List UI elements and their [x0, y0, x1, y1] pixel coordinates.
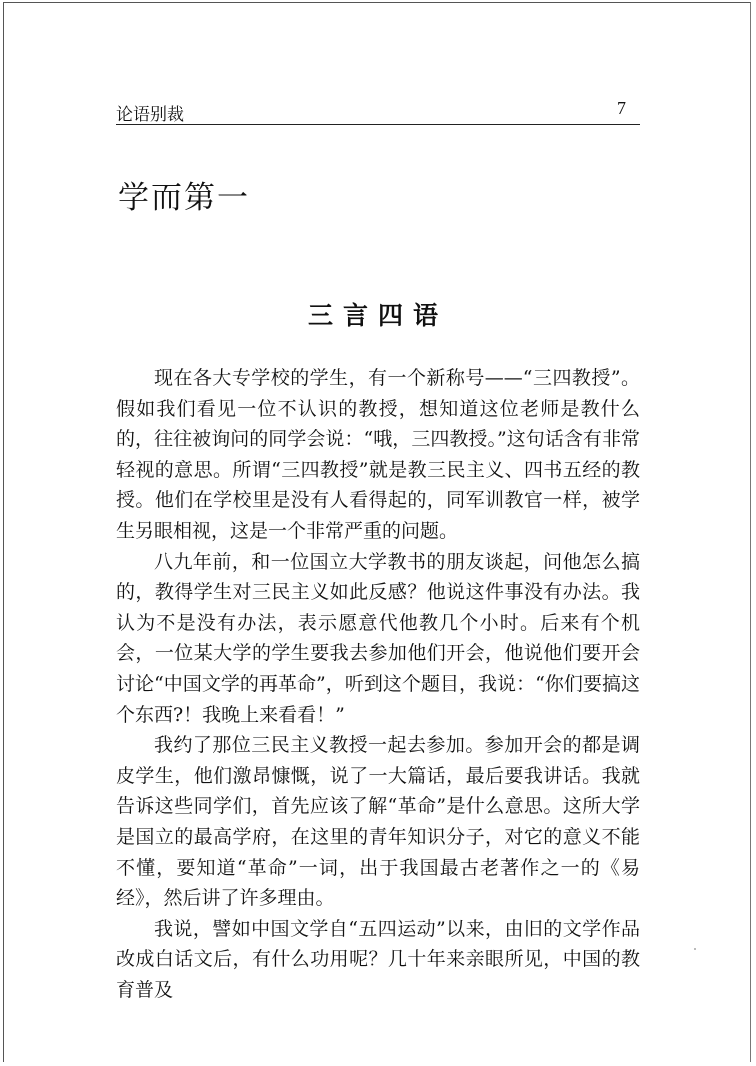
running-head — [116, 100, 640, 126]
paragraph: 八九年前，和一位国立大学教书的朋友谈起，问他怎么搞的，教得学生对三民主义如此反感？他说这件事没有办法。我认为不是没有办法，表示愿意代他教几个小时。后来有个机会，一位某大学的学生要我去参加他们开会，他说他们要开会讨论“中国文学的再革命”，听到这个题目，我说：“你们要搞这个东西?！我晚上来看看！” — [116, 550, 640, 726]
body-text — [116, 363, 640, 1005]
book-title: 论语别裁 — [116, 105, 184, 125]
section-title: 三言四语 — [307, 301, 448, 330]
paragraph: 现在各大专学校的学生，有一个新称号——“三四教授”。假如我们看见一位不认识的教授，想知道这位老师是教什么的，往往被询问的同学会说：“哦，三四教授。”这句话含有非常轻视的意思。所谓“三四教授”就是教三民主义、四书五经的教授。他们在学校里是没有人看得起的，同军训教官一样，被学生另眼相视，这是一个非常严重的问题。 — [116, 367, 640, 542]
page-number: 7 — [617, 98, 626, 118]
chapter-title: 学而第一 — [118, 180, 250, 216]
scan-speck — [694, 948, 696, 950]
paragraph: 我约了那位三民主义教授一起去参加。参加开会的都是调皮学生，他们激昂慷慨，说了一大篇话，最后要我讲话。我就告诉这些同学们，首先应该了解“革命”是什么意思。这所大学是国立的最高学府，在这里的青年知识分子，对它的意义不能不懂，要知道“革命”一词，出于我国最古老著作之一的《易经》，然后讲了许多理由。 — [116, 734, 640, 910]
header-rule — [116, 124, 640, 125]
paragraph: 我说，譬如中国文学自“五四运动”以来，由旧的文学作品改成白话文后，有什么功用呢？几十年来亲眼所见，中国的教育普及 — [116, 917, 640, 1001]
